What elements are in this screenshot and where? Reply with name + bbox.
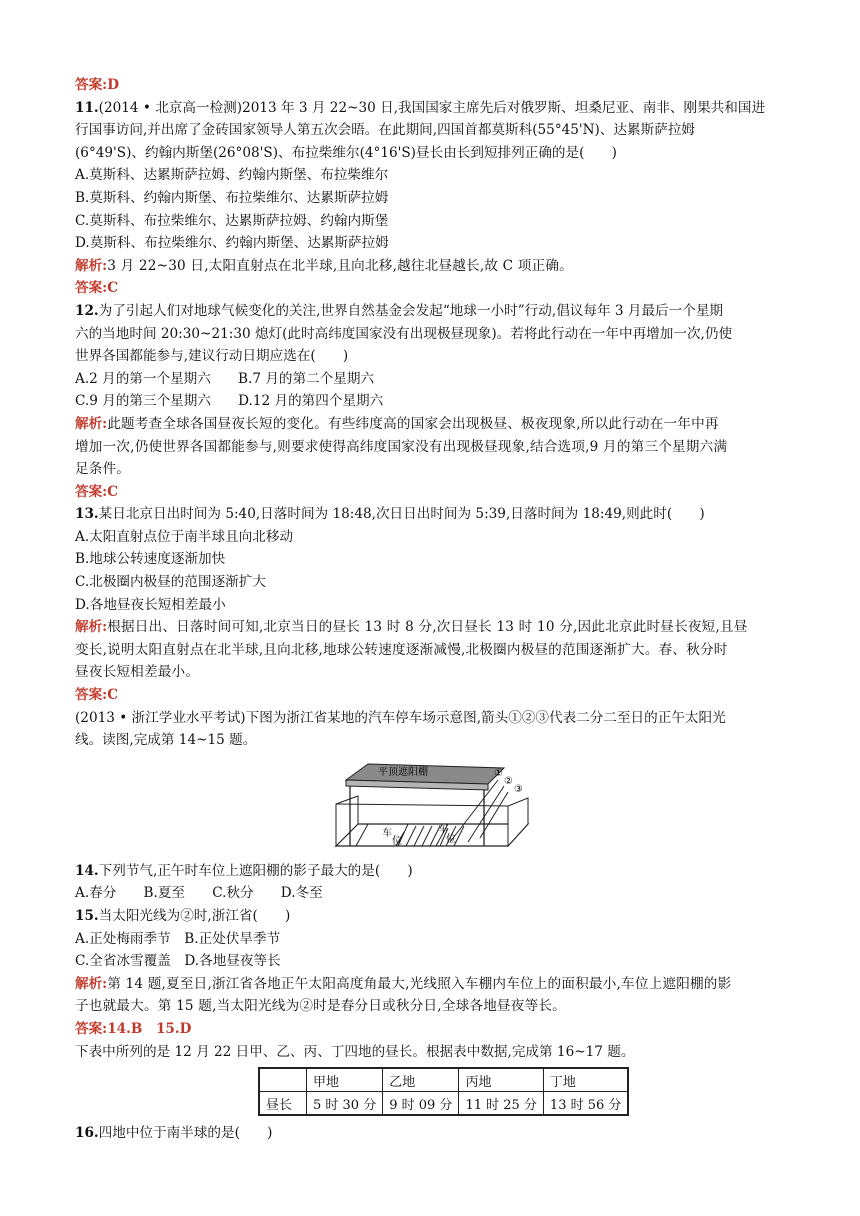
question-line: [75, 97, 805, 120]
text-line: [75, 390, 805, 413]
table-cell: [259, 1068, 307, 1092]
marker-1: ①: [494, 767, 503, 779]
explanation-text: 昼夜长短相差最小。: [75, 664, 200, 681]
table-cell: 丙地: [459, 1068, 543, 1092]
text-line: [75, 187, 805, 210]
question-number: 16.: [75, 1125, 99, 1142]
text-line: [75, 1041, 805, 1064]
explanation-line: [75, 255, 805, 278]
line-text: D.莫斯科、布拉柴维尔、约翰内斯堡、达累斯萨拉姆: [75, 235, 389, 252]
explanation-text: 3 月 22~30 日,太阳直射点在北半球,且向北移,越往北昼越长,故 C 项正确。: [107, 257, 573, 274]
answer-line: [75, 74, 805, 97]
text-line: [75, 526, 805, 549]
question-line: [75, 860, 805, 883]
explanation-line: [75, 458, 805, 481]
question-number: 12.: [75, 302, 99, 319]
answer-value: D: [107, 77, 120, 93]
spot1-char1: 车: [382, 827, 392, 839]
question-number: 13.: [75, 506, 99, 523]
line-text: B.地球公转速度逐渐加快: [75, 551, 226, 568]
text-line: [75, 232, 805, 255]
text-line: [75, 928, 805, 951]
explanation-text: 第 14 题,夏至日,浙江省各地正午太阳高度角最大,光线照入车棚内车位上的面积最小,车位上遮阳棚的影: [107, 975, 732, 992]
table-cell: 甲地: [307, 1068, 383, 1092]
question-text: (2014 • 北京高一检测)2013 年 3 月 22~30 日,我国国家主席先后对俄罗斯、坦桑尼亚、南非、刚果共和国进: [98, 99, 766, 116]
explanation-text: 变长,说明太阳直射点在北半球,且向北移,地球公转速度逐渐减慢,北极圈内极昼的范围逐渐扩大。春、秋分时: [75, 641, 728, 658]
spot1-char2: 位: [392, 835, 402, 847]
spot2-char1: 车: [438, 823, 448, 835]
question-text: 某日北京日出时间为 5:40,日落时间为 18:48,次日日出时间为 5:39,日落时间为 18:49,则此时( ): [98, 506, 705, 523]
table-cell: 11 时 25 分: [459, 1092, 543, 1116]
line-text: 六的当地时间 20:30~21:30 熄灯(此时高纬度国家没有出现极昼现象)。若将此行动在一年中再增加一次,仍使: [75, 325, 733, 342]
explanation-text: 子也就最大。第 15 题,当太阳光线为②时是春分日或秋分日,全球各地昼夜等长。: [75, 998, 566, 1015]
text-line: [75, 548, 805, 571]
answer-label: 答案:: [75, 687, 108, 704]
text-block-mid: [75, 860, 805, 1063]
table-cell: 昼长: [259, 1092, 307, 1116]
question-line: [75, 1122, 805, 1145]
line-text: (6°49'S)、约翰内斯堡(26°08'S)、布拉柴维尔(4°16'S)昼长由长到短排列正确的是( ): [75, 144, 617, 161]
line-text: D.各地昼夜长短相差最小: [75, 596, 226, 613]
line-text: 行国事访问,并出席了金砖国家领导人第五次会晤。在此期间,四国首都莫斯科(55°45'N)、达累斯萨拉姆: [75, 122, 696, 139]
explanation-line: [75, 973, 805, 996]
answer-line: [75, 481, 805, 504]
text-line: [75, 594, 805, 617]
answer-line: [75, 277, 805, 300]
text-line: [75, 210, 805, 233]
explanation-text: 增加一次,仍使世界各国都能参与,则要求使得高纬度国家没有出现极昼现象,结合选项,9 月的第三个星期六满: [75, 438, 728, 455]
line-text: A.2 月的第一个星期六 B.7 月的第二个星期六: [75, 370, 375, 387]
explanation-label: 解析:: [75, 415, 108, 432]
question-text: 为了引起人们对地球气候变化的关注,世界自然基金会发起“地球一小时”行动,倡议每年 3 月最后一个星期: [98, 302, 724, 319]
explanation-label: 解析:: [75, 257, 108, 274]
line-text: C.莫斯科、布拉柴维尔、达累斯萨拉姆、约翰内斯堡: [75, 212, 389, 229]
line-text: C.北极圈内极昼的范围逐渐扩大: [75, 574, 266, 591]
line-text: C.全省冰雪覆盖 D.各地昼夜等长: [75, 953, 281, 970]
explanation-line: [75, 436, 805, 459]
explanation-text: 根据日出、日落时间可知,北京当日的昼长 13 时 8 分,次日昼长 13 时 10 分,因此北京此时昼长夜短,且昼: [107, 619, 748, 636]
question-number: 15.: [75, 908, 99, 924]
text-line: [75, 164, 805, 187]
text-line: [75, 368, 805, 391]
marker-2: ②: [504, 775, 513, 787]
text-line: [75, 882, 805, 905]
line-text: 下表中所列的是 12 月 22 日甲、乙、丙、丁四地的昼长。根据表中数据,完成第 16~17 题。: [75, 1043, 635, 1060]
question-line: [75, 300, 805, 323]
answer-label: 答案:: [75, 483, 108, 500]
answer-label: 答案:: [75, 1020, 108, 1037]
explanation-label: 解析:: [75, 619, 108, 636]
text-line: [75, 950, 805, 973]
question-text: 四地中位于南半球的是( ): [98, 1125, 273, 1142]
day-length-table: [258, 1067, 629, 1116]
document-page: [75, 74, 805, 1145]
text-line: [75, 142, 805, 165]
parking-diagram: [328, 758, 568, 856]
answer-value: 14.B 15.D: [107, 1020, 192, 1037]
table-header-row: [259, 1068, 628, 1092]
line-text: 线。读图,完成第 14~15 题。: [75, 732, 257, 749]
answer-value: C: [107, 687, 119, 704]
explanation-text: 足条件。: [75, 461, 131, 478]
explanation-line: [75, 661, 805, 684]
answer-value: C: [107, 483, 119, 500]
explanation-line: [75, 995, 805, 1018]
text-line: [75, 571, 805, 594]
question-line: [75, 503, 805, 526]
text-line: [75, 729, 805, 752]
explanation-label: 解析:: [75, 975, 108, 992]
question-text: 下列节气,正午时车位上遮阳棚的影子最大的是( ): [98, 862, 413, 879]
line-text: A.太阳直射点位于南半球且向北移动: [75, 528, 294, 545]
text-line: [75, 323, 805, 346]
answer-value: C: [107, 280, 119, 297]
question-number: 11.: [75, 99, 99, 116]
answer-label: 答案:: [75, 280, 108, 297]
table-cell: 9 时 09 分: [383, 1092, 459, 1116]
spot2-char2: 位: [446, 833, 456, 845]
text-line: [75, 119, 805, 142]
answer-label: 答案:: [75, 77, 108, 93]
question-line: [75, 905, 805, 928]
explanation-text: 此题考查全球各国昼夜长短的变化。有些纬度高的国家会出现极昼、极夜现象,所以此行动在一年中再: [107, 415, 719, 432]
table-cell: 5 时 30 分: [307, 1092, 383, 1116]
answer-line: [75, 1018, 805, 1041]
explanation-line: [75, 616, 805, 639]
line-text: C.9 月的第三个星期六 D.12 月的第四个星期六: [75, 393, 384, 410]
table-row: [259, 1092, 628, 1116]
explanation-line: [75, 413, 805, 436]
explanation-line: [75, 639, 805, 662]
table-cell: 丁地: [543, 1068, 628, 1092]
line-text: 世界各国都能参与,建议行动日期应选在( ): [75, 348, 349, 365]
figure-title: 平顶遮阳棚: [378, 766, 428, 778]
text-block-bottom: [75, 1122, 805, 1145]
text-line: [75, 345, 805, 368]
question-line: [75, 707, 805, 730]
parking-lot-figure: [75, 758, 805, 856]
line-text: B.莫斯科、约翰内斯堡、布拉柴维尔、达累斯萨拉姆: [75, 189, 389, 206]
table-cell: 乙地: [383, 1068, 459, 1092]
line-text: A.正处梅雨季节 B.正处伏旱季节: [75, 930, 281, 947]
question-text: (2013 • 浙江学业水平考试)下图为浙江省某地的汽车停车场示意图,箭头①②③代表二分二至日的正午太阳光: [75, 709, 726, 726]
line-text: A.莫斯科、达累斯萨拉姆、约翰内斯堡、布拉柴维尔: [75, 167, 389, 184]
answer-line: [75, 684, 805, 707]
marker-3: ③: [514, 783, 523, 795]
question-number: 14.: [75, 862, 99, 879]
table-cell: 13 时 56 分: [543, 1092, 628, 1116]
line-text: A.春分 B.夏至 C.秋分 D.冬至: [75, 885, 323, 902]
text-block-top: [75, 74, 805, 752]
question-text: 当太阳光线为②时,浙江省( ): [98, 908, 291, 924]
